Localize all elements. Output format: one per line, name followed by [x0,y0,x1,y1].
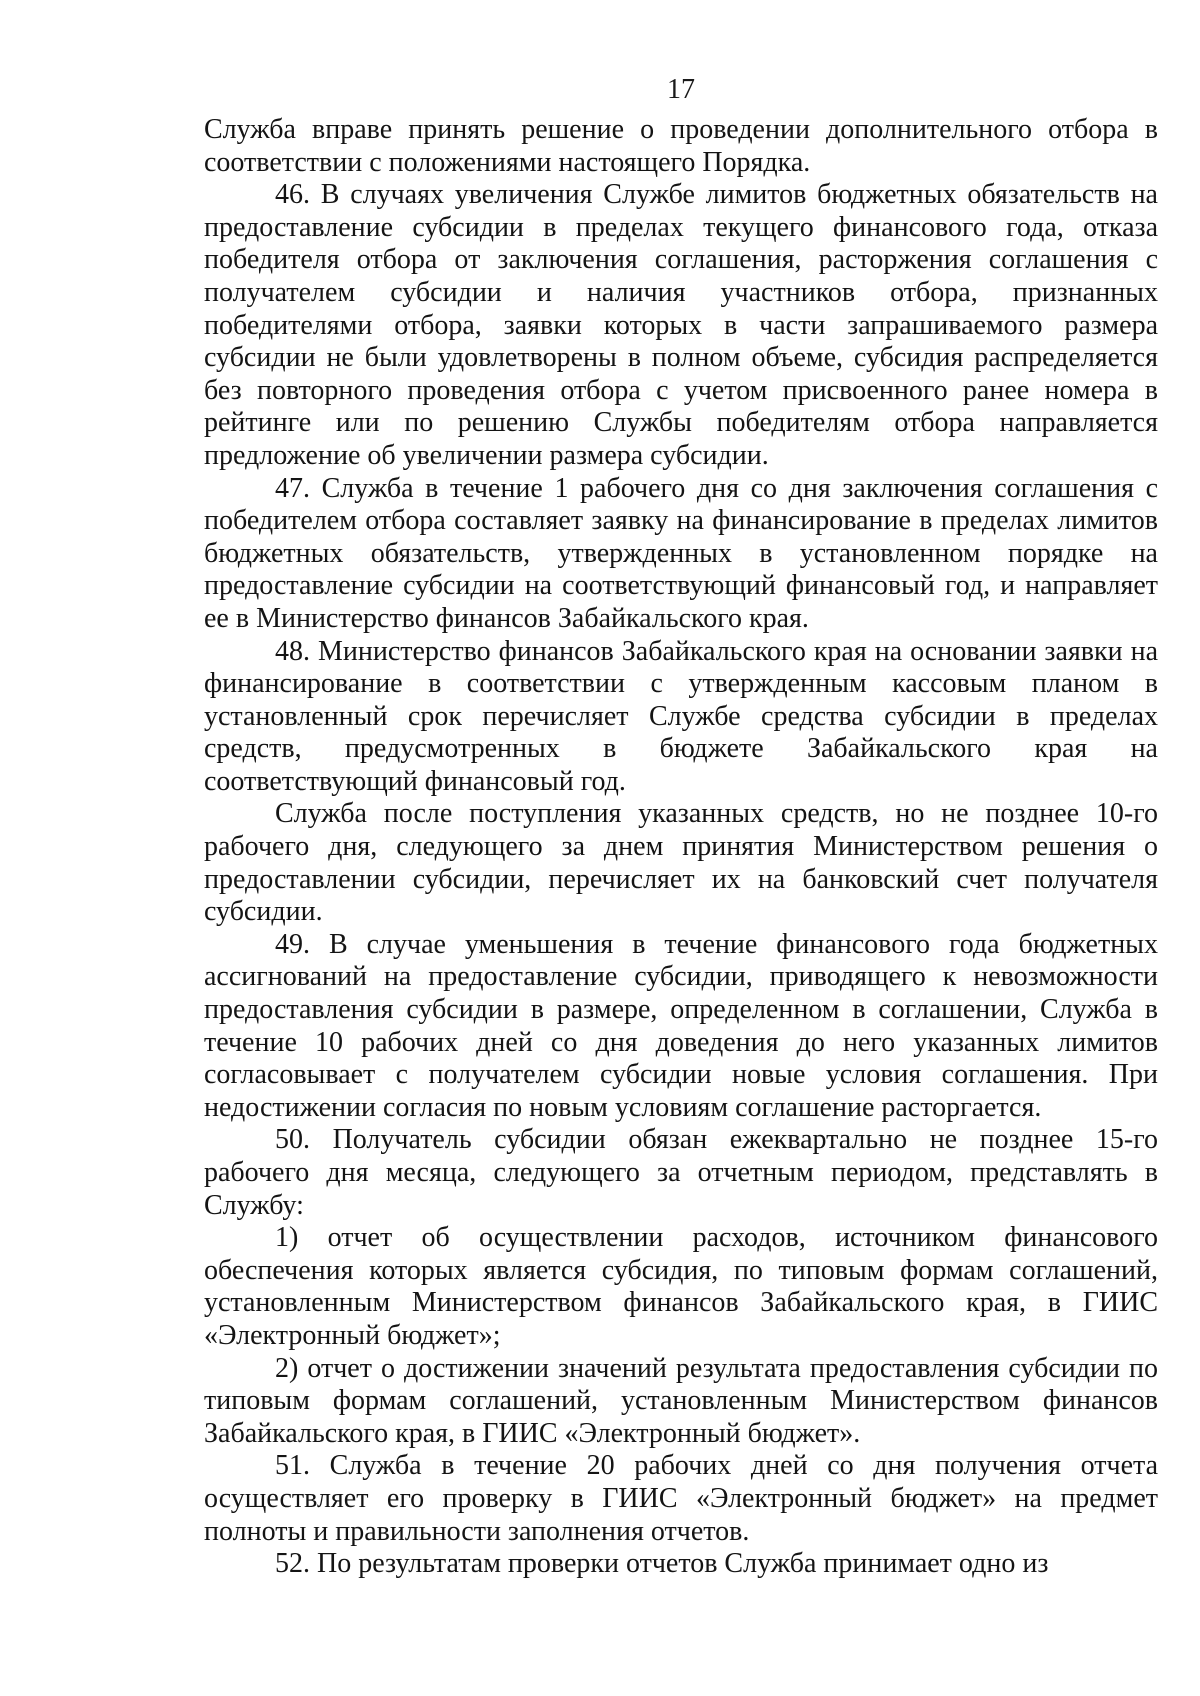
page-number: 17 [667,74,695,105]
paragraph-48-continued: Служба после поступления указанных средств, но не позднее 10-го рабочего дня, следующего за днем принятия Министерством решения о предоставлении субсидии, перечисляет их на банковский счет получателя субсидии. [204,798,1158,928]
paragraph-46: 46. В случаях увеличения Службе лимитов бюджетных обязательств на предоставление субсидии в пределах текущего финансового года, отказа победителя отбора от заключения соглашения, расторжения соглашения с получателем субсидии и наличия участников отбора, признанных победителями отбора, заявки которых в части запрашиваемого размера субсидии не были удовлетворены в полном объеме, субсидия распределяется без повторного проведения отбора с учетом присвоенного ранее номера в рейтинге или по решению Службы победителям отбора направляется предложение об увеличении размера субсидии. [204,179,1158,471]
paragraph-50-item-2: 2) отчет о достижении значений результата предоставления субсидии по типовым формам соглашений, установленным Министерством финансов Забайкальского края, в ГИИС «Электронный бюджет». [204,1352,1158,1449]
paragraph-52: 52. По результатам проверки отчетов Служба принимает одно из [275,1548,1049,1580]
paragraph-47: 47. Служба в течение 1 рабочего дня со дня заключения соглашения с победителем отбора составляет заявку на финансирование в пределах лимитов бюджетных обязательств, утвержденных в установленном порядке на предоставление субсидии на соответствующий финансовый год, и направляет ее в Министерство финансов Забайкальского края. [204,472,1158,634]
paragraph-48: 48. Министерство финансов Забайкальского края на основании заявки на финансирование в соответствии с утвержденным кассовым планом в установленный срок перечисляет Службе средства субсидии в пределах средств, предусмотренных в бюджете Забайкальского края на соответствующий финансовый год. [204,635,1158,797]
paragraph-50: 50. Получатель субсидии обязан ежеквартально не позднее 15-го рабочего дня месяца, следующего за отчетным периодом, представлять в Службу: [204,1124,1158,1221]
document-body [204,114,1158,1581]
paragraph-50-item-1: 1) отчет об осуществлении расходов, источником финансового обеспечения которых является субсидия, по типовым формам соглашений, установленным Министерством финансов Забайкальского края, в ГИИС «Электронный бюджет»; [204,1222,1158,1351]
paragraph-continuation: Служба вправе принять решение о проведении дополнительного отбора в соответствии с положениями настоящего Порядка. [204,114,1158,178]
paragraph-49: 49. В случае уменьшения в течение финансового года бюджетных ассигнований на предоставление субсидии, приводящего к невозможности предоставления субсидии в размере, определенном в соглашении, Служба в течение 10 рабочих дней со дня доведения до него указанных лимитов согласовывает с получателем субсидии новые условия соглашения. При недостижении согласия по новым условиям соглашение расторгается. [204,928,1158,1123]
paragraph-51: 51. Служба в течение 20 рабочих дней со дня получения отчета осуществляет его проверку в ГИИС «Электронный бюджет» на предмет полноты и правильности заполнения отчетов. [204,1450,1158,1547]
